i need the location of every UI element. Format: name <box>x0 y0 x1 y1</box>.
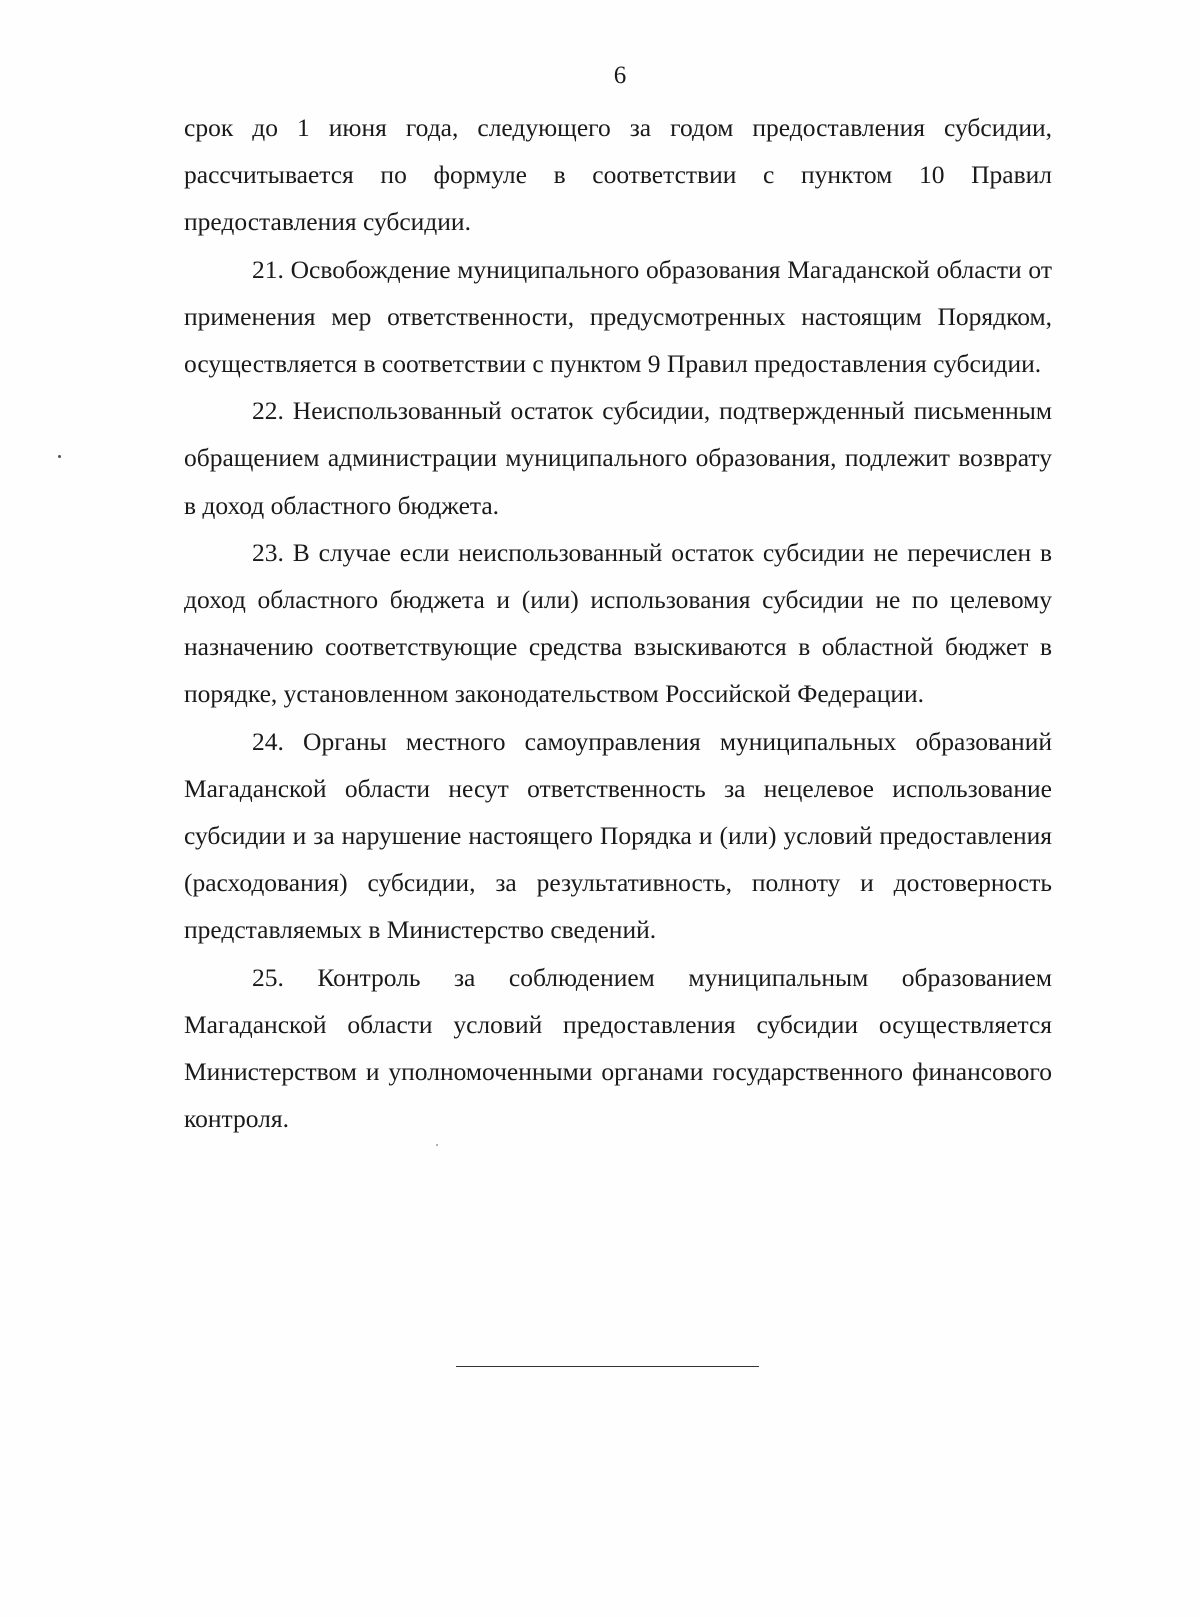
scan-speck <box>58 455 61 458</box>
end-separator-line <box>456 1366 759 1367</box>
paragraph-21: 21. Освобождение муниципального образования Магаданской области от применения мер ответственности, предусмотренных настоящим Порядком, осуществляется в соответствии с пунктом 9 Правил предоставления субсидии. <box>184 254 1052 379</box>
paragraph-25: 25. Контроль за соблюдением муниципальным образованием Магаданской области условий предоставления субсидии осуществляется Министерством и уполномоченными органами государственного финансового контроля. <box>184 962 1052 1134</box>
paragraph-23: 23. В случае если неиспользованный остаток субсидии не перечислен в доход областного бюджета и (или) использования субсидии не по целевому назначению соответствующие средства взыскиваются в областной бюджет в порядке, установленном законодательством Российской Федерации. <box>184 537 1052 709</box>
document-body <box>184 104 1052 1142</box>
scan-speck <box>436 1144 438 1146</box>
page-number: 6 <box>613 62 627 89</box>
paragraph-24: 24. Органы местного самоуправления муниципальных образований Магаданской области несут ответственность за нецелевое использование субсидии и за нарушение настоящего Порядка и (или) условий предоставления (расходования) субсидии, за результативность, полноту и достоверность представляемых в Министерство сведений. <box>184 726 1052 945</box>
paragraph-continuation: срок до 1 июня года, следующего за годом предоставления субсидии, рассчитывается по формуле в соответствии с пунктом 10 Правил предоставления субсидии. <box>184 113 1052 237</box>
paragraph-22: 22. Неиспользованный остаток субсидии, подтвержденный письменным обращением администрации муниципального образования, подлежит возврату в доход областного бюджета. <box>184 396 1052 520</box>
